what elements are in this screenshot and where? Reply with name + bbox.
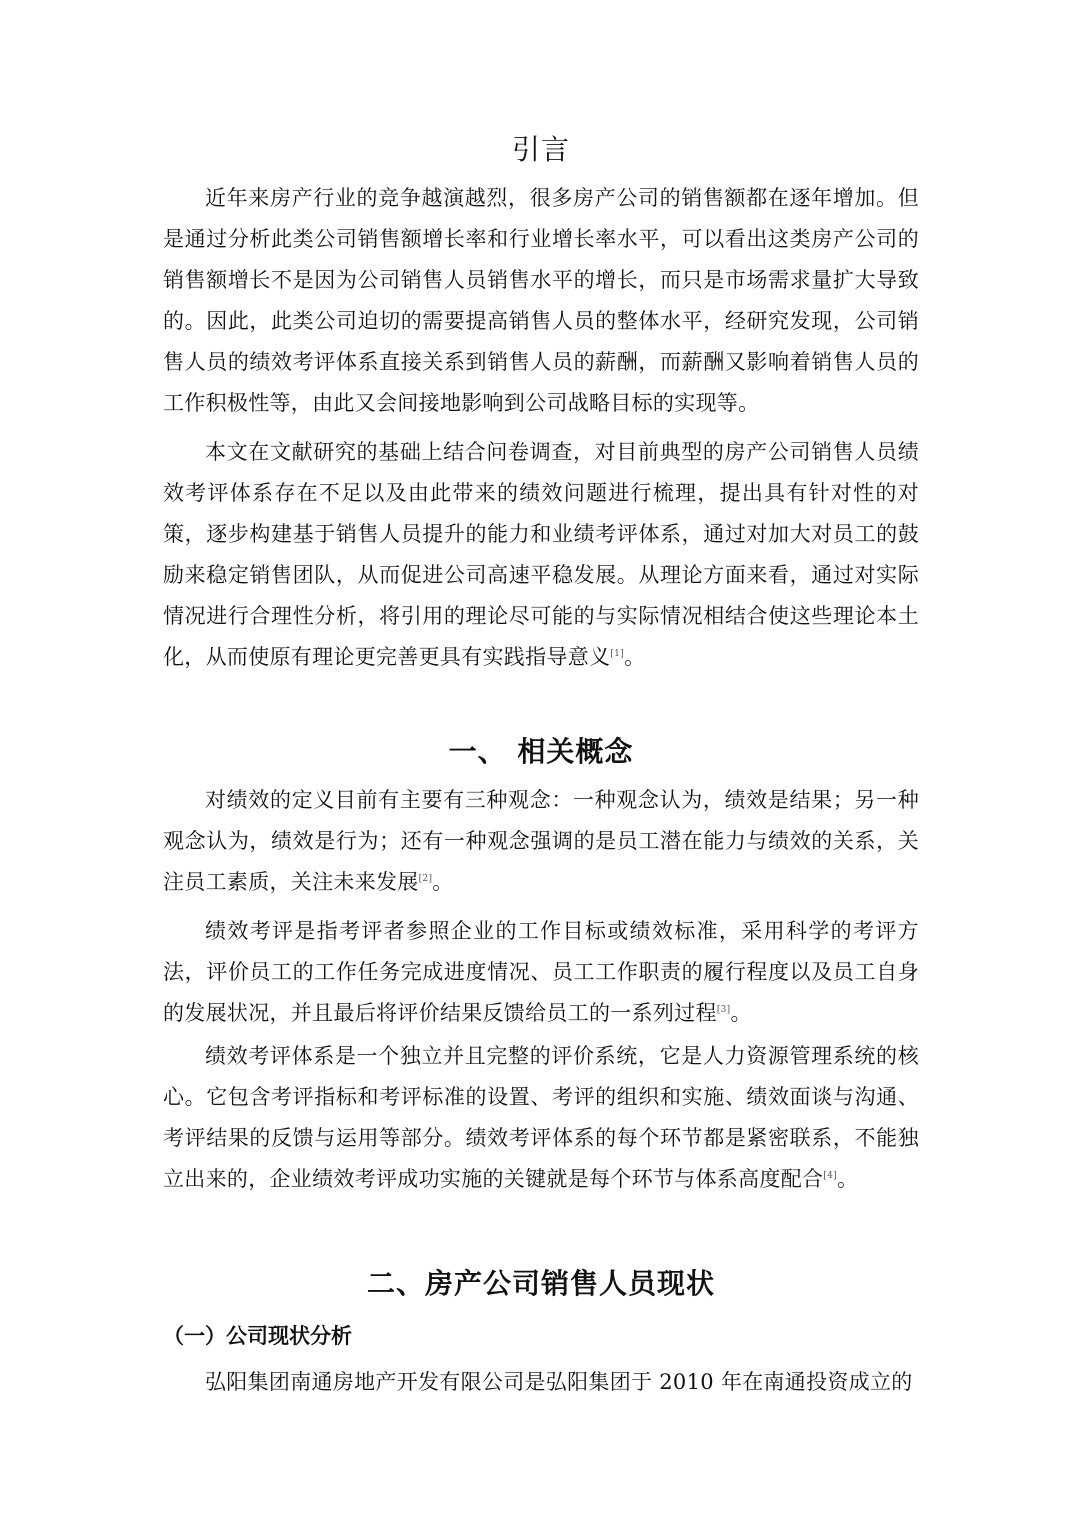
section-1-title: 一、 相关概念: [448, 735, 634, 768]
section-1-paragraph-3-text: 绩效考评体系是一个独立并且完整的评价系统，它是人力资源管理系统的核心。它包含考评指标和考评标准的设置、考评的组织和实施、绩效面谈与沟通、考评结果的反馈与运用等部分。绩效考评体系的每个环节都是紧密联系，不能独立出来的，企业绩效考评成功实施的关键就是每个环节与体系高度配合: [163, 1044, 919, 1191]
section-1-paragraph-2-end: 。: [730, 1001, 752, 1025]
citation-ref-1: [1]: [610, 649, 624, 659]
section-1-paragraph-1-text: 对绩效的定义目前有主要有三种观念：一种观念认为，绩效是结果；另一种观念认为，绩效是行为；还有一种观念强调的是员工潜在能力与绩效的关系，关注员工素质，关注未来发展: [163, 788, 919, 894]
citation-ref-3: [3]: [716, 1005, 731, 1015]
section-1-paragraph-3-end: 。: [836, 1167, 859, 1191]
intro-title: 引言: [511, 133, 570, 166]
section-1-paragraph-3: [163, 1036, 919, 1200]
section-2-paragraph-1: 弘阳集团南通房地产开发有限公司是弘阳集团于 2010 年在南通投资成立的: [205, 1370, 913, 1394]
section-2-title: 二、房产公司销售人员现状: [366, 1267, 715, 1300]
section-1-paragraph-2: [163, 911, 919, 1034]
citation-ref-4: [4]: [823, 1171, 837, 1181]
section-2-subheading-1: （一）公司现状分析: [163, 1324, 352, 1348]
section-1-paragraph-1: [163, 780, 919, 903]
citation-ref-2: [2]: [418, 874, 433, 884]
intro-paragraph-2-end: 。: [623, 645, 646, 669]
intro-paragraph-1: 近年来房产行业的竞争越演越烈，很多房产公司的销售额都在逐年增加。但是通过分析此类公司销售额增长率和行业增长率水平，可以看出这类房产公司的销售额增长不是因为公司销售人员销售水平的增长，而只是市场需求量扩大导致的。因此，此类公司迫切的需要提高销售人员的整体水平，经研究发现，公司销售人员的绩效考评体系直接关系到销售人员的薪酬，而薪酬又影响着销售人员的工作积极性等，由此又会间接地影响到公司战略目标的实现等。: [163, 186, 919, 415]
section-1-paragraph-2-text: 绩效考评是指考评者参照企业的工作目标或绩效标准，采用科学的考评方法，评价员工的工作任务完成进度情况、员工工作职责的履行程度以及员工自身的发展状况，并且最后将评价结果反馈给员工的一系列过程: [163, 919, 919, 1025]
intro-paragraph-2-text: 本文在文献研究的基础上结合问卷调查，对目前典型的房产公司销售人员绩效考评体系存在不足以及由此带来的绩效问题进行梳理，提出具有针对性的对策，逐步构建基于销售人员提升的能力和业绩考评体系，通过对加大对员工的鼓励来稳定销售团队，从而促进公司高速平稳发展。从理论方面来看，通过对实际情况进行合理性分析，将引用的理论尽可能的与实际情况相结合使这些理论本土化，从而使原有理论更完善更具有实践指导意义: [163, 440, 919, 669]
intro-paragraph-2: [163, 432, 919, 678]
section-1-paragraph-1-end: 。: [432, 870, 454, 894]
